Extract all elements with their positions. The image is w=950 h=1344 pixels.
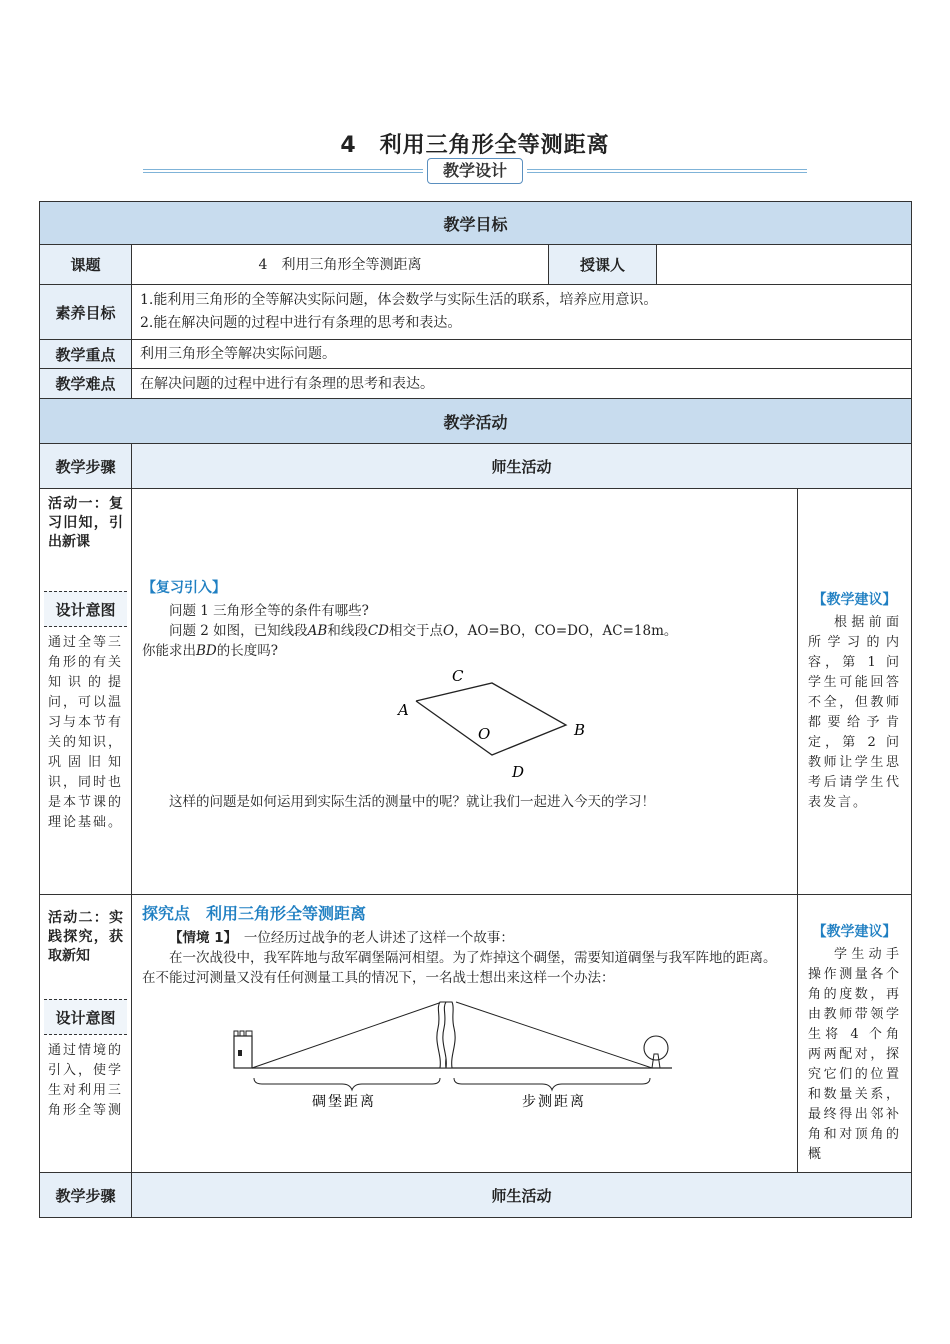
- review-head: 【复习引入】: [142, 580, 226, 596]
- topic-value: 4 利用三角形全等测距离: [132, 245, 549, 285]
- bracket-left: [254, 1078, 440, 1090]
- difficulty-label: 教学难点: [40, 369, 132, 399]
- activity1-left: [40, 489, 132, 895]
- q2-conds: ，AO=BO，CO=DO，AC=18m。: [454, 623, 678, 639]
- sight-line-right: [456, 1002, 652, 1068]
- literacy-line-1: 1.能利用三角形的全等解决实际问题，体会数学与实际生活的联系，培养应用意识。: [140, 292, 658, 308]
- tree-icon: [644, 1036, 668, 1060]
- activity1-intent: 通过全等三角形的有关知识的提问，可以温习与本节有关的知识，巩固旧知识，同时也是本节课的理论基础。: [48, 635, 124, 830]
- document-title: 4 利用三角形全等测距离: [340, 133, 610, 158]
- q2-tail-prefix: 你能求出: [142, 643, 196, 659]
- key-point-value: 利用三角形全等解决实际问题。: [132, 340, 912, 369]
- activity1-design-label: 设计意图: [44, 591, 127, 627]
- inquiry-head: 探究点 利用三角形全等测距离: [142, 904, 367, 923]
- activity1-content: [132, 489, 798, 895]
- castle-distance-label: 碉堡距离: [312, 1094, 376, 1109]
- teacher-student-label: 师生活动: [132, 444, 912, 489]
- activity2-title: 活动二：实践探究，获取新知: [48, 910, 123, 964]
- scene-label: 【情境 1】: [169, 930, 231, 946]
- castle-battlements: [234, 1031, 252, 1036]
- bracket-right: [454, 1078, 650, 1090]
- difficulty-value: 在解决问题的过程中进行有条理的思考和表达。: [132, 369, 912, 399]
- step-distance-label: 步测距离: [522, 1094, 586, 1109]
- castle-icon: [234, 1036, 252, 1068]
- subtitle-badge: 教学设计: [427, 158, 523, 184]
- label-a: A: [398, 701, 409, 719]
- goals-header: 教学目标: [40, 202, 912, 245]
- activity2-suggestion-head: 【教学建议】: [812, 924, 897, 940]
- activity2-suggestion: [798, 895, 912, 1173]
- sight-line-left: [252, 1002, 442, 1068]
- castle-window: [238, 1050, 242, 1056]
- subtitle-stripe-right: [527, 169, 807, 173]
- label-d: D: [512, 763, 525, 781]
- closing-text: 这样的问题是如何运用到实际生活的测量中的呢？就让我们一起进入今天的学习！: [169, 794, 655, 810]
- lesson-plan-table: [39, 201, 912, 1218]
- activity2-intent: 通过情境的引入，使学生对利用三角形全等测: [48, 1043, 124, 1118]
- q2-bd: BD: [196, 643, 217, 659]
- scene-body: 在一次战役中，我军阵地与敌军碉堡隔河相望。为了炸掉这个碉堡，需要知道碉堡与我军阵地的距离。在不能过河测量又没有任何测量工具的情况下，一名战士想出来这样一个办法：: [142, 950, 777, 986]
- subtitle-banner: [143, 158, 807, 184]
- q2-mid2: 相交于点: [389, 623, 443, 639]
- activity2-design-label: 设计意图: [44, 999, 127, 1035]
- literacy-value: [132, 285, 912, 340]
- q2-tail: 的长度吗?: [216, 643, 278, 659]
- distance-figure: [232, 994, 682, 1109]
- key-point-label: 教学重点: [40, 340, 132, 369]
- literacy-line-2: 2.能在解决问题的过程中进行有条理的思考和表达。: [140, 315, 462, 331]
- scene-intro: [142, 928, 787, 948]
- activity1-suggestion-head: 【教学建议】: [812, 592, 897, 608]
- subtitle-stripe-left: [143, 169, 423, 173]
- question-2-tail: [142, 641, 787, 661]
- q2-cd: CD: [367, 623, 389, 639]
- triangle-figure: [364, 663, 664, 788]
- figure-lines: [416, 683, 566, 755]
- activity1-suggestion: [798, 489, 912, 895]
- q2-o: O: [443, 623, 455, 639]
- question-2: [142, 621, 787, 641]
- teacher-label: 授课人: [549, 245, 657, 285]
- activities-header: 教学活动: [40, 399, 912, 444]
- activity1-title: 活动一：复习旧知，引出新课: [48, 496, 123, 550]
- topic-label: 课题: [40, 245, 132, 285]
- teacher-value: [657, 245, 912, 285]
- q2-ab: AB: [307, 623, 328, 639]
- steps-label-bottom: 教学步骤: [40, 1173, 132, 1218]
- activity2-left: [40, 895, 132, 1173]
- teacher-student-label-bottom: 师生活动: [132, 1173, 912, 1218]
- label-c: C: [452, 667, 464, 685]
- activity2-content: [132, 895, 798, 1173]
- q2-mid1: 和线段: [327, 623, 368, 639]
- question-1: 问题 1 三角形全等的条件有哪些?: [169, 603, 369, 619]
- activity1-suggestion-body: 根据前面所学习的内容，第 1 问学生可能回答不全，但教师都要给予肯定，第 2 问教师让学生思考后请学生代表发言。: [808, 615, 902, 810]
- steps-label: 教学步骤: [40, 444, 132, 489]
- q2-prefix: 问题 2 如图，已知线段: [169, 623, 308, 639]
- scene-intro-text: 一位经历过战争的老人讲述了这样一个故事：: [243, 930, 514, 946]
- literacy-label: 素养目标: [40, 285, 132, 340]
- label-b: B: [574, 721, 586, 739]
- label-o: O: [478, 725, 491, 743]
- activity2-suggestion-body: 学生动手操作测量各个角的度数，再由教师带领学生将 4 个角两两配对，探究它们的位置和数量关系，最终得出邻补角和对顶角的概: [808, 947, 902, 1162]
